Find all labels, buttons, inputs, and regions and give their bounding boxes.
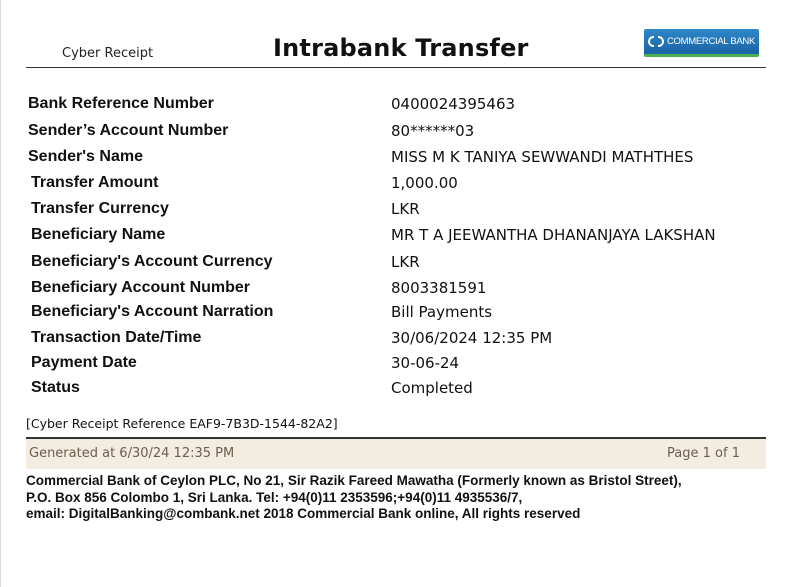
field-label: Beneficiary's Account Narration (31, 303, 274, 320)
header-divider (26, 67, 766, 68)
detail-row-sender-name (0, 148, 793, 170)
bank-logo-text: COMMERCIAL BANK (666, 36, 756, 47)
field-label: Beneficiary Account Number (31, 279, 251, 296)
field-label: Beneficiary Name (31, 226, 166, 243)
field-value: 0400024395463 (391, 95, 516, 113)
field-value: 8003381591 (391, 279, 487, 297)
legal-line: Commercial Bank of Ceylon PLC, No 21, Sir Razik Fareed Mawatha (Formerly known as Bristol Street), (26, 473, 682, 488)
detail-row-beneficiary-account (0, 279, 793, 301)
detail-row-beneficiary-currency (0, 253, 793, 275)
legal-footer (26, 473, 682, 523)
page-title: Intrabank Transfer (273, 34, 529, 62)
status-value: Completed (391, 379, 473, 397)
field-label: Transaction Date/Time (31, 329, 202, 346)
field-label: Sender’s Account Number (28, 122, 229, 139)
document-type-label: Cyber Receipt (62, 46, 154, 61)
generated-timestamp: Generated at 6/30/24 12:35 PM (29, 446, 235, 461)
field-label: Beneficiary's Account Currency (31, 253, 273, 270)
field-value: 80******03 (391, 122, 475, 140)
detail-row-payment-date (0, 354, 793, 376)
field-label: Payment Date (31, 354, 137, 371)
footer-bar (26, 437, 766, 469)
receipt-reference: [Cyber Receipt Reference EAF9-7B3D-1544-82A2] (26, 416, 338, 431)
field-value: LKR (391, 253, 420, 271)
detail-row-transfer-amount (0, 174, 793, 196)
legal-line: email: DigitalBanking@combank.net 2018 Commercial Bank online, All rights reserved (26, 506, 581, 521)
bank-logo (644, 29, 759, 57)
detail-row-bank-reference (0, 95, 793, 117)
field-value: 30/06/2024 12:35 PM (391, 329, 553, 347)
field-value: MR T A JEEWANTHA DHANANJAYA LAKSHAN (391, 226, 716, 244)
field-value: 30-06-24 (391, 354, 460, 372)
detail-row-beneficiary-name (0, 226, 793, 248)
detail-row-narration (0, 303, 793, 325)
field-label: Transfer Currency (31, 200, 169, 217)
field-value: MISS M K TANIYA SEWWANDI MATHTHES (391, 148, 694, 166)
field-value: LKR (391, 200, 420, 218)
field-value: Bill Payments (391, 303, 493, 321)
legal-line: P.O. Box 856 Colombo 1, Sri Lanka. Tel: +94(0)11 2353596;+94(0)11 4935536/7, (26, 489, 523, 505)
detail-row-transaction-datetime (0, 329, 793, 351)
detail-row-transfer-currency (0, 200, 793, 222)
detail-row-sender-account (0, 122, 793, 144)
field-value: 1,000.00 (391, 174, 458, 192)
detail-row-status (0, 379, 793, 401)
field-label: Status (31, 379, 80, 396)
field-label: Bank Reference Number (28, 95, 214, 112)
field-label: Sender's Name (28, 148, 143, 165)
bank-logo-icon (648, 36, 664, 47)
page-number: Page 1 of 1 (667, 446, 740, 461)
field-label: Transfer Amount (31, 174, 159, 191)
